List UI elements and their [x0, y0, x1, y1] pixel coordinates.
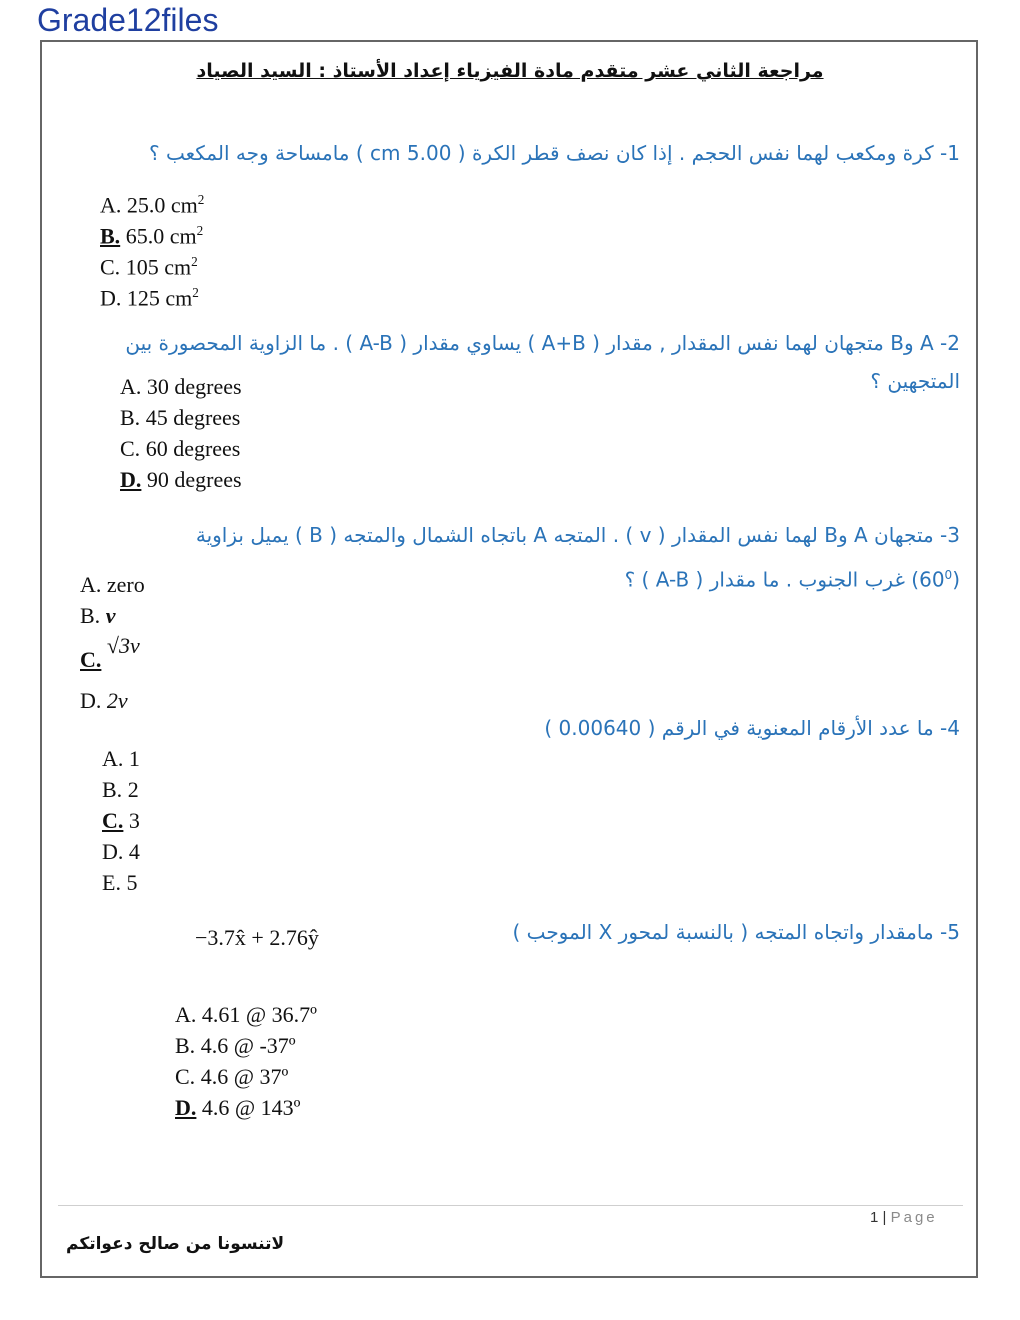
option-b: B. 65.0 $cm^2$ — [100, 223, 204, 249]
option-d: D. 4.6 @ 143º — [175, 1095, 301, 1120]
question-2-text: 2- A وB متجهان لهما نفس المقدار , مقدار ( A+B ) يساوي مقدار ( A-B ) . ما الزاوية المحصورة بين المتجهين ؟ — [125, 331, 960, 393]
footer-divider — [58, 1205, 963, 1206]
option-a: A. 25.0 $cm^2$ — [100, 192, 205, 218]
option-c: C. 105 $cm^2$ — [100, 254, 198, 280]
option-c: C. 60 degrees — [120, 436, 241, 461]
question-3-text-line2: $(60^0)$ غرب الجنوب . ما مقدار ( A-B ) ؟ — [624, 567, 960, 592]
answer-marker: C. — [80, 647, 102, 672]
option-d: D. 2v — [80, 688, 128, 713]
option-c: C. √3v — [80, 633, 140, 672]
option-b: B. 2 — [102, 777, 139, 802]
option-b: B. 4.6 @ -37º — [175, 1033, 296, 1058]
option-d: D. 90 degrees — [120, 467, 242, 492]
page-number: 1 | Page — [870, 1209, 938, 1226]
answer-marker: D. — [120, 467, 142, 492]
question-4-text: 4- ما عدد الأرقام المعنوية في الرقم ( 0.00640 ) — [544, 716, 960, 740]
question-3-text-line1: 3- متجهان A وB لهما نفس المقدار ( v ) . المتجه A باتجاه الشمال والمتجه ( B ) يميل بزاوية — [195, 523, 960, 547]
vector-formula: −3.7x̂ + 2.76ŷ — [195, 925, 319, 950]
question-2-options — [120, 371, 242, 495]
footer-dua: لاتنسونا من صالح دعواتكم — [66, 1234, 285, 1254]
option-a: A. 1 — [102, 746, 140, 771]
answer-marker: C. — [102, 808, 124, 833]
option-e: E. 5 — [102, 870, 138, 895]
question-5-text: 5- مامقدار واتجاه المتجه ( بالنسبة لمحور X الموجب ) — [512, 920, 960, 944]
answer-marker: D. — [175, 1095, 197, 1120]
option-b: B. v — [80, 603, 116, 628]
option-c: C. 4.6 @ 37º — [175, 1064, 289, 1089]
option-b: B. 45 degrees — [120, 405, 241, 430]
page-title: مراجعة الثاني عشر متقدم مادة الفيزياء إعداد الأستاذ : السيد الصياد — [196, 60, 824, 82]
option-a: A. 4.61 @ 36.7º — [175, 1002, 317, 1027]
question-5-options — [175, 999, 317, 1123]
question-3-options — [80, 569, 145, 716]
question-1-options — [100, 184, 205, 311]
question-4-options — [102, 743, 140, 898]
option-a: A. zero — [80, 572, 145, 597]
answer-marker: B. — [100, 223, 121, 249]
option-c: C. 3 — [102, 808, 140, 833]
option-d: D. 125 $cm^2$ — [100, 285, 199, 311]
option-a: A. 30 degrees — [120, 374, 242, 399]
option-d: D. 4 — [102, 839, 140, 864]
question-1-text: 1- كرة ومكعب لهما نفس الحجم . إذا كان نصف قطر الكرة ( 5.00 cm ) مامساحة وجه المكعب ؟ — [149, 141, 960, 165]
brand-logo-text: Grade12files — [37, 2, 219, 38]
